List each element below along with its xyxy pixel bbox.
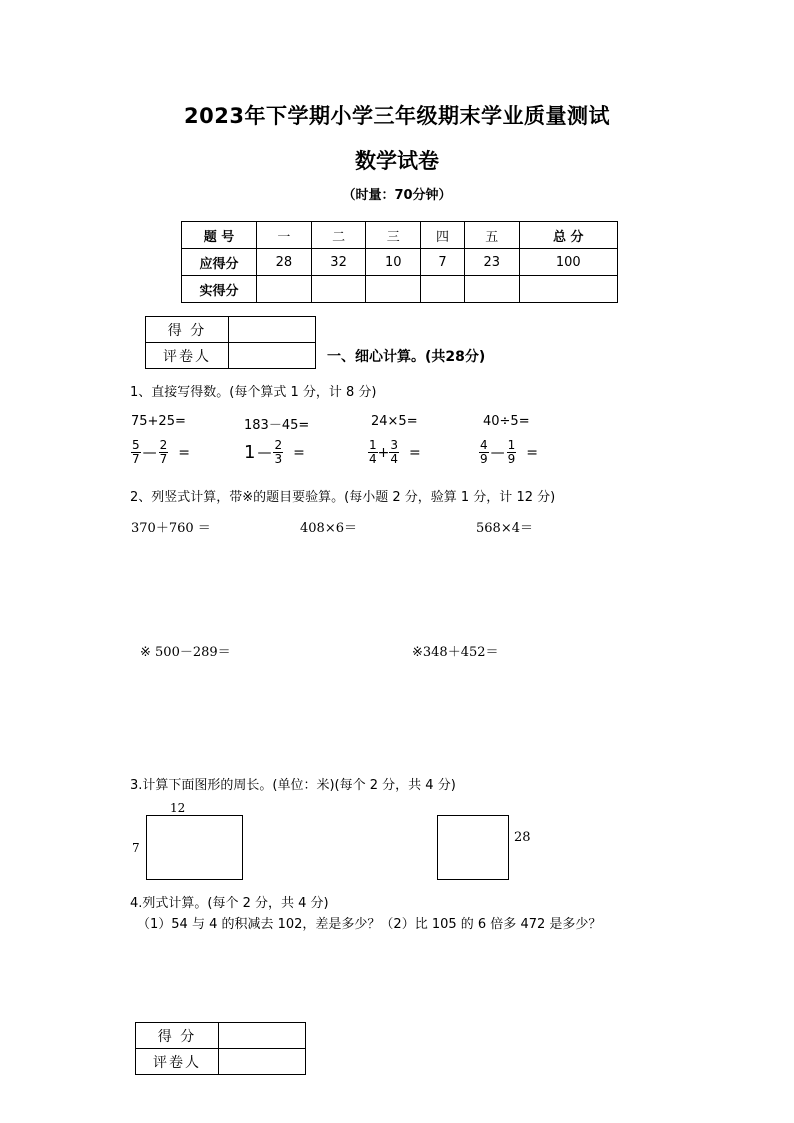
- grader-box: [135, 1022, 306, 1075]
- rect-width-label: 12: [170, 801, 186, 815]
- question-prompt: 3.计算下面图形的周长。(单位：米)(每个 2 分，共 4 分): [130, 778, 456, 793]
- fraction: $\frac{3}{4}$: [390, 438, 399, 466]
- fraction-expr: $\frac{4}{9}$ — $\frac{1}{9}$ =: [480, 438, 539, 466]
- actual-score-cell[interactable]: [519, 276, 617, 303]
- rectangle-figure: [146, 815, 243, 880]
- grader-score-cell[interactable]: [229, 317, 316, 343]
- score-col-header: 三: [366, 222, 421, 249]
- exam-subtitle: 数学试卷: [355, 149, 439, 173]
- fraction: $\frac{1}{9}$: [507, 438, 516, 466]
- question-prompt: 2、列竖式计算，带※的题目要验算。(每小题 2 分，验算 1 分，计 12 分): [130, 490, 556, 505]
- expected-score: 23: [464, 249, 519, 276]
- fraction-expr: $\frac{5}{7}$ — $\frac{2}{7}$ =: [132, 438, 191, 466]
- vertical-calc-item: ※348＋452＝: [412, 645, 499, 660]
- grader-name-cell[interactable]: [219, 1049, 306, 1075]
- actual-label: 实得分: [182, 276, 257, 303]
- square-side-label: 28: [514, 830, 531, 845]
- fraction: $\frac{2}{3}$: [274, 438, 283, 466]
- fraction-expr: 1 — $\frac{2}{3}$ =: [244, 438, 305, 466]
- grader-name-cell[interactable]: [229, 343, 316, 369]
- grader-score-cell[interactable]: [219, 1023, 306, 1049]
- score-col-header: 一: [257, 222, 312, 249]
- score-col-header: 五: [464, 222, 519, 249]
- vertical-calc-item: ※ 500－289＝: [140, 645, 231, 660]
- score-col-header: 二: [311, 222, 366, 249]
- exam-title: 2023年下学期小学三年级期末学业质量测试: [184, 104, 610, 128]
- score-actual-row: [182, 276, 618, 303]
- rect-height-label: 7: [132, 841, 140, 855]
- fraction: $\frac{4}{9}$: [480, 438, 488, 466]
- actual-score-cell[interactable]: [464, 276, 519, 303]
- score-col-header: 题 号: [182, 222, 257, 249]
- expected-score: 100: [519, 249, 617, 276]
- question-prompt: 1、直接写得数。(每个算式 1 分，计 8 分): [130, 385, 377, 400]
- vertical-calc-item: 568×4＝: [476, 521, 533, 536]
- score-header-row: [182, 222, 618, 249]
- fraction: $\frac{5}{7}$: [132, 438, 140, 466]
- vertical-calc-item: 408×6＝: [300, 521, 357, 536]
- actual-score-cell[interactable]: [421, 276, 465, 303]
- square-figure: [437, 815, 509, 880]
- word-problems: （1）54 与 4 的积减去 102，差是多少？（2）比 105 的 6 倍多 472 是多少？: [137, 917, 602, 932]
- calc-item: 75+25=: [131, 414, 186, 429]
- expected-score: 28: [257, 249, 312, 276]
- calc-item: 183－45=: [244, 418, 310, 433]
- vertical-calc-item: 370＋760 ＝: [131, 521, 211, 536]
- calc-item: 40÷5=: [483, 414, 530, 429]
- grader-score-label: 得 分: [146, 317, 229, 343]
- expected-score: 32: [311, 249, 366, 276]
- expected-label: 应得分: [182, 249, 257, 276]
- time-note: （时量：70分钟）: [342, 188, 452, 203]
- actual-score-cell[interactable]: [257, 276, 312, 303]
- actual-score-cell[interactable]: [311, 276, 366, 303]
- fraction-expr: $\frac{1}{4}$ + $\frac{3}{4}$ =: [369, 438, 421, 466]
- actual-score-cell[interactable]: [366, 276, 421, 303]
- section-title: 一、细心计算。(共28分): [327, 349, 486, 365]
- score-table: [181, 221, 618, 303]
- grader-box: [145, 316, 316, 369]
- grader-name-label: 评卷人: [146, 343, 229, 369]
- expected-score: 10: [366, 249, 421, 276]
- fraction: $\frac{2}{7}$: [159, 438, 168, 466]
- grader-name-label: 评卷人: [136, 1049, 219, 1075]
- score-expected-row: [182, 249, 618, 276]
- score-col-header: 总 分: [519, 222, 617, 249]
- question-prompt: 4.列式计算。(每个 2 分，共 4 分): [130, 896, 329, 911]
- score-col-header: 四: [421, 222, 465, 249]
- fraction: $\frac{1}{4}$: [369, 438, 377, 466]
- grader-score-label: 得 分: [136, 1023, 219, 1049]
- expected-score: 7: [421, 249, 465, 276]
- calc-item: 24×5=: [371, 414, 418, 429]
